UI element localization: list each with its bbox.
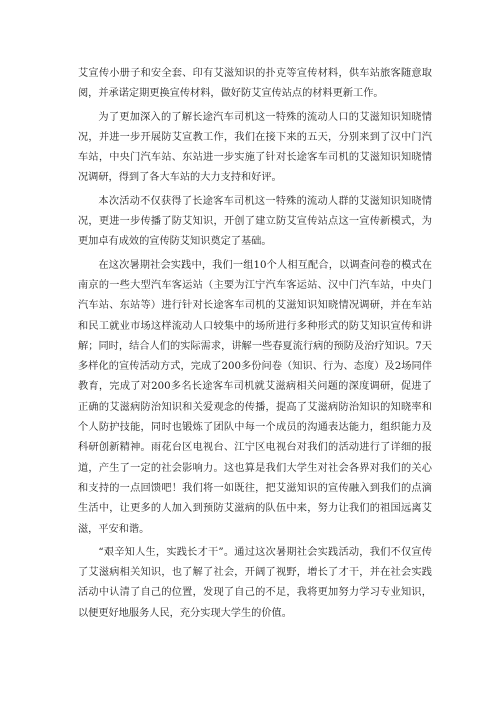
paragraph-practice-summary: 在这次暑期社会实践中，我们一组10个人相互配合，以调查问卷的模式在南京的一些大型汽车客运站（主要为江宁汽车客运站、汉中门汽车站，中央门汽车站、东站等）进行针对长途客车司机的艾滋知识知晓情况调研，并在车站和民工就业市场这样流动人口较集中的场所进行多种形式的防艾知识宣传和讲解；同时，结合人们的实际需求，讲解一些春夏流行病的预防及治疗知识。7天多样化的宣传活动方式，完成了200多份问卷（知识、行为、态度）及2场同伴教育，完成了对200多名长途客车司机就艾滋病相关问题的深度调研，促进了正确的艾滋病防治知识和关爱观念的传播，提高了艾滋病防治知识的知晓率和个人防护技能，同时也锻炼了团队中每一个成员的沟通表达能力，组织能力及科研创新精神。雨花台区电视台、江宁区电视台对我们的活动进行了详细的报道，产生了一定的社会影响力。这也算是我们大学生对社会各界对我们的关心和支持的一点回馈吧！我们将一如既往，把艾滋知识的宣传融入到我们的点滴生活中，让更多的人加入到预防艾滋病的队伍中来，努力让我们的祖国远离艾滋，平安和谐。 <box>78 259 432 535</box>
paragraph-research-intro: 为了更加深入的了解长途汽车司机这一特殊的流动人口的艾滋知识知晓情况，并进一步开展防艾宣教工作，我们在接下来的五天，分别来到了汉中门汽车站，中央门汽车站、东站进一步实施了针对长途客车司机的艾滋知识知晓情况调研，得到了各大车站的大力支持和好评。 <box>78 111 432 184</box>
paragraph-activity-result: 本次活动不仅获得了长途客车司机这一特殊的流动人群的艾滋知识知晓情况，更进一步传播了防艾知识，开创了建立防艾宣传站点这一宣传新模式，为更加卓有成效的宣传防艾知识奠定了基础。 <box>78 195 432 248</box>
paragraph-continuation: 艾宣传小册子和安全套、印有艾滋知识的扑克等宣传材料，供车站旅客随意取阅，并承诺定期更换宣传材料，做好防艾宣传站点的材料更新工作。 <box>78 68 432 100</box>
paragraph-conclusion: “艰辛知人生，实践长才干”。通过这次暑期社会实践活动，我们不仅宣传了艾滋病相关知识，也了解了社会，开阔了视野，增长了才干，并在社会实践活动中认清了自己的位置，发现了自己的不足，我将更加努力学习专业知识，以便更好地服务人民，充分实现大学生的价值。 <box>78 546 432 619</box>
document-body <box>78 64 432 627</box>
